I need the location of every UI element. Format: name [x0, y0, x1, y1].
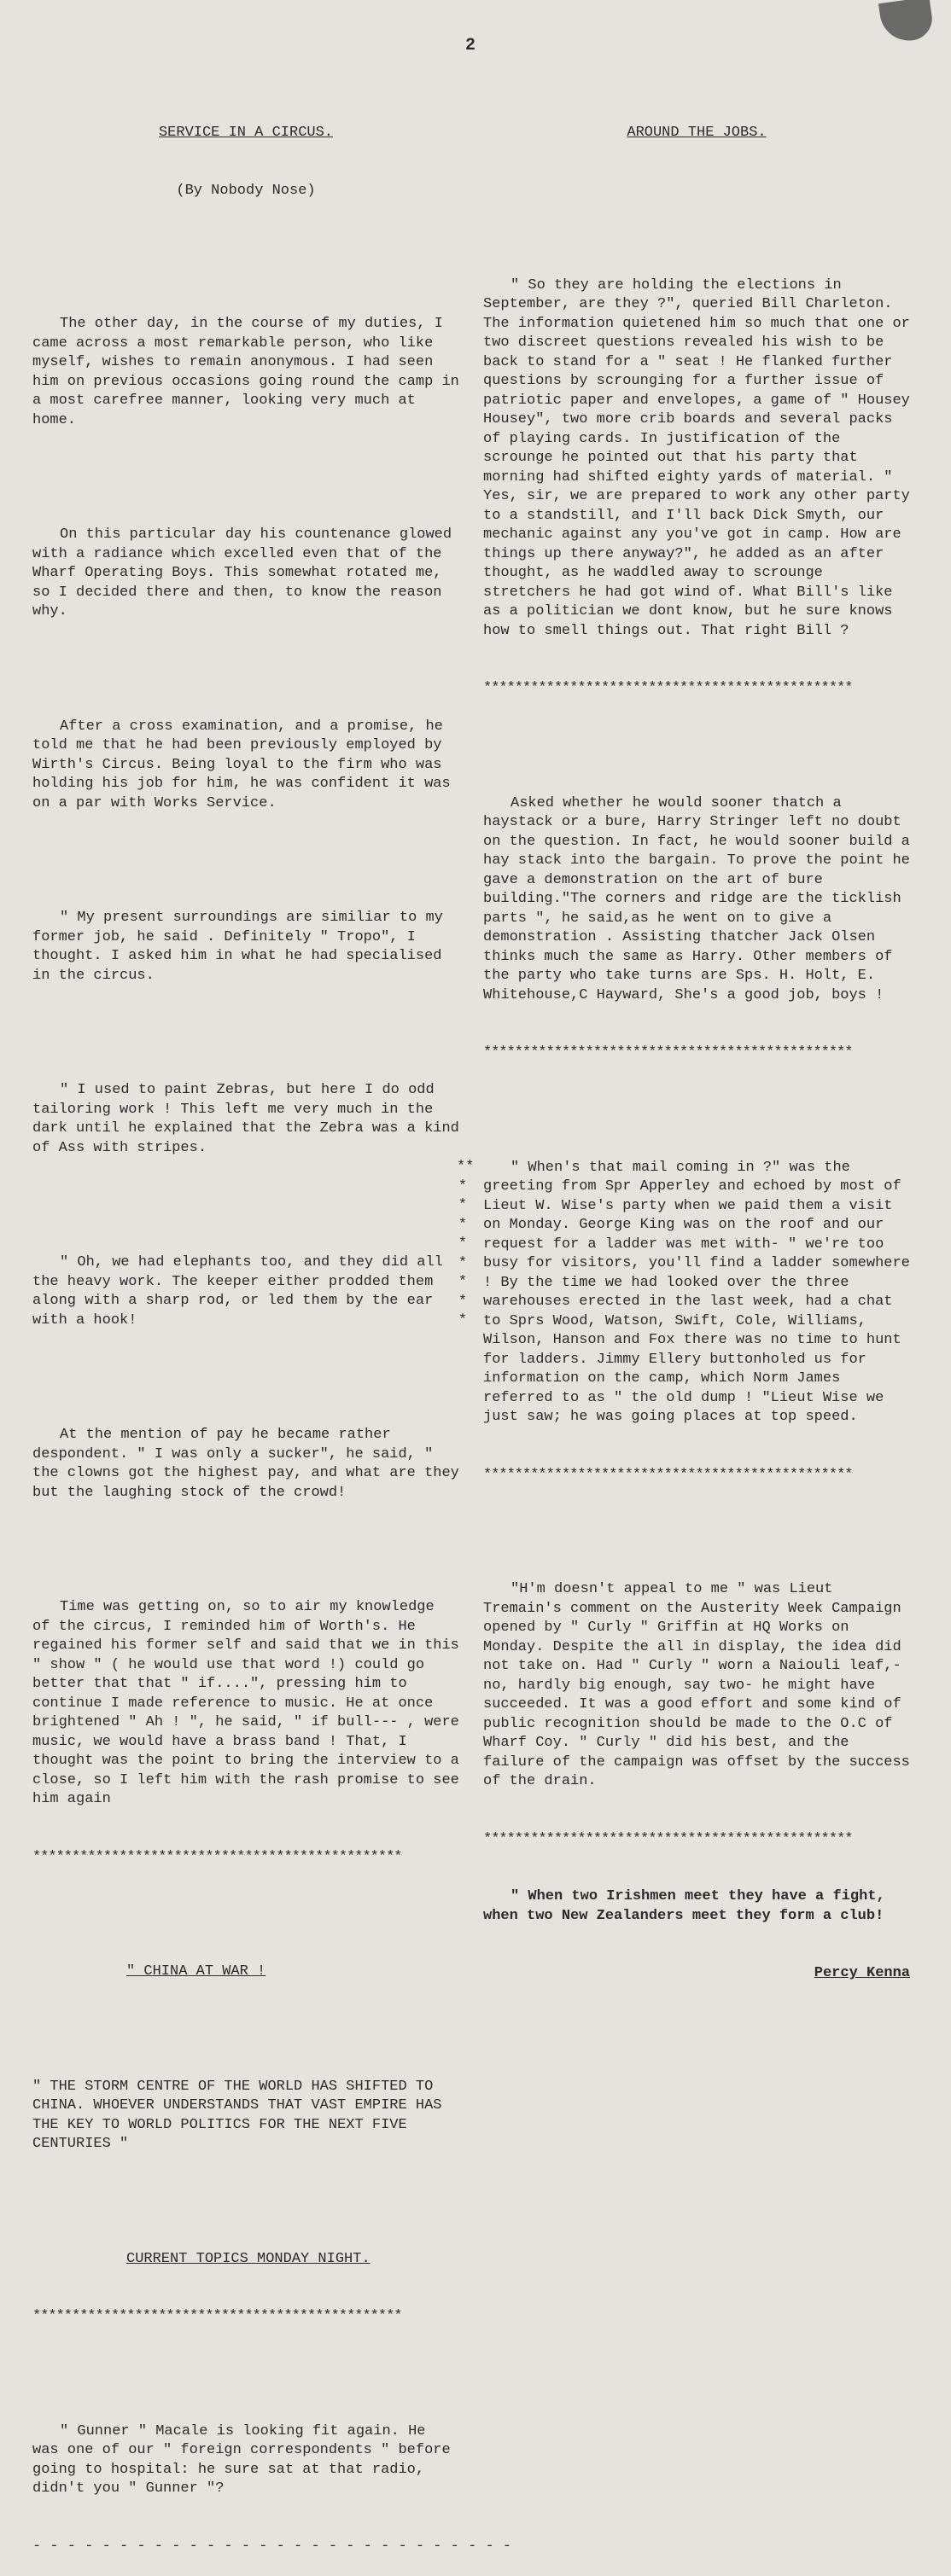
service-para: On this particular day his countenance glowed with a radiance which excelled even that of the Wharf Operating Boys. This somewhat rotated me, so I decided there and then, to know the reason why.: [32, 526, 461, 619]
paper-hole: [878, 0, 935, 44]
star-divider: ***********************************************: [483, 680, 853, 696]
service-title: SERVICE IN A CIRCUS.: [158, 125, 334, 141]
jobs-para: "H'm doesn't appeal to me " was Lieut Tremain's comment on the Austerity Week Campaign opened by " Curly " Griffin at HQ Works on Monday. Despite the all in display, the idea did not take on. Had " Curly " worn a Naiouli leaf,- no, hardly big enough, say two- he might have succeeded. It was a good effort and some kind of public recognition should be made to the O.C of Wharf Coy. " Curly " did his best, and the failure of the campaign was offset by the success of the drain.: [483, 1581, 919, 1789]
service-para: " Oh, we had elephants too, and they did all the heavy work. The keeper either prodded them along with a sharp rod, or led them by the ear with a hook!: [32, 1254, 452, 1329]
jobs-para: Asked whether he would sooner thatch a haystack or a bure, Harry Stringer left no doubt on the question. In fact, he would sooner build a hay stack into the bargain. To prove the point he gave a demonstration on the art of bure building."The corners and ridge are the ticklish parts ", he said,as he went on to give a demonstration . Assisting thatcher Jack Olsen thinks much the same as Harry. Other members of the party who take turns are Sps. H. Holt, E. Whitehouse,C Hayward, She's a good job, boys !: [483, 794, 919, 1003]
star-divider: ***********************************************: [32, 1848, 402, 1865]
star-margin: ** * * * * * * * *: [457, 1159, 475, 1329]
service-para: Time was getting on, so to air my knowledge of the circus, I reminded him of Worth's. He regained his former self and said that we in this " show " ( he would use that word !) could go better that that " if....", pressing him to continue I made reference to music. He at once brightened " Ah ! ", he said, " if bull--- , were music, we would have a brass band ! That, I thought was the point to bring the interview to a close, so I left him with the rash promise to see him again: [32, 1599, 469, 1807]
jobs-para: " When's that mail coming in ?" was the greeting from Spr Apperley and echoed by most of Lieut W. Wise's party when we paid them a visit on Monday. George King was on the roof and our request for a ladder was met with- " we're too busy for visitors, you'll find a ladder somewhere ! By the time we had looked over the three warehouses erected in the last week, had a chat to Sprs Wood, Watson, Swift, Cole, Williams, Wilson, Hanson and Fox there was no time to hunt for ladders. Jimmy Ellery buttonholed us for information on the camp, which Norm James referred to as " the old dump ! "Lieut Wise we just saw; he was going places at top speed.: [483, 1159, 919, 1425]
page-number: 2: [465, 36, 476, 55]
service-byline: (By Nobody Nose): [176, 182, 316, 199]
left-column: [32, 85, 512, 2576]
service-para: At the mention of pay he became rather despondent. " I was only a sucker", he said, " the clowns got the highest pay, and what are they but the laughing stock of the crowd!: [32, 1427, 469, 1501]
china-title: " CHINA AT WAR !: [126, 1963, 266, 1980]
service-para: After a cross examination, and a promise, he told me that he had been previously employed by Wirth's Circus. Being loyal to the firm who was holding his job for him, he was confident it was on a par with Works Service.: [32, 718, 459, 811]
jobs-para: " So they are holding the elections in September, are they ?", queried Bill Charleton. The information quietened him so much that one or two discreet questions revealed his wish to be back to stand for a " seat ! He flanked further questions by scrounging for a further issue of patriotic paper and envelopes, a game of " Housey Housey", two more crib boards and several packs of playing cards. In justification of the scrounge he pointed out that his party that morning had shifted eighty yards of material. " Yes, sir, we are prepared to work any other party to a standstill, and I'll back Dick Smyth, our mechanic against any you've got in camp. How are things up there anyway?", he added as an after thought, as he waddled away to scrounge stretchers he had got wind of. What Bill's like as a politician we dont know, but he sure knows how to smell things out. That right Bill ?: [483, 276, 919, 639]
service-para: " My present surroundings are similiar to my former job, he said . Definitely " Tropo", I thought. I asked him in what he had specialised in the circus.: [32, 910, 452, 984]
signature: Percy Kenna: [814, 1965, 910, 1981]
jobs-title: AROUND THE JOBS.: [627, 125, 767, 141]
service-para: The other day, in the course of my duties, I came across a most remarkable person, who like myself, wishes to remain anonymous. I had seen him on previous occasions going round the camp in a most carefree manner, looking very much at home.: [32, 316, 469, 428]
china-text: " THE STORM CENTRE OF THE WORLD HAS SHIFTED TO CHINA. WHOEVER UNDERSTANDS THAT VAST EMPIRE HAS THE KEY TO WORLD POLITICS FOR THE NEXT FIVE CENTURIES ": [32, 2078, 451, 2152]
dash-divider: - - - - - - - - - - - - - - - - - - - - - - - - - - - -: [32, 2538, 512, 2555]
service-para: " I used to paint Zebras, but here I do odd tailoring work ! This left me very much in the dark until he explained that the Zebra was a kind of Ass with stripes.: [32, 1082, 469, 1156]
right-column: [483, 85, 919, 2003]
topics-title: CURRENT TOPICS MONDAY NIGHT.: [126, 2250, 370, 2267]
star-divider: ***********************************************: [483, 1044, 853, 1061]
star-divider: ***********************************************: [483, 1466, 853, 1483]
star-divider: ***********************************************: [483, 1830, 853, 1847]
topics-text: " Gunner " Macale is looking fit again. He was one of our " foreign correspondents " before going to hospital: he sure sat at that radio, didn't you " Gunner "?: [32, 2422, 459, 2497]
star-divider: ***********************************************: [32, 2308, 402, 2324]
closing-quote: " When two Irishmen meet they have a fight, when two New Zealanders meet they form a club!: [483, 1888, 894, 1924]
